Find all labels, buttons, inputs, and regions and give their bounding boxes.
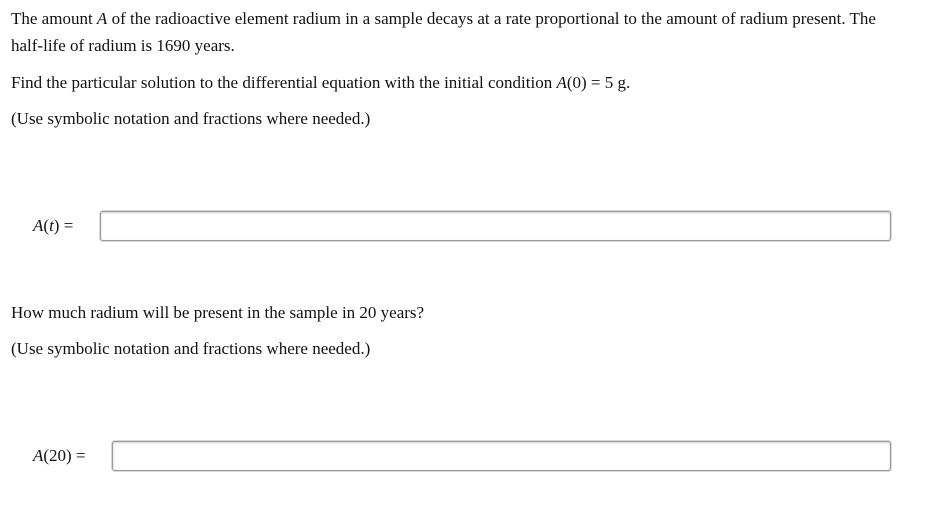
answer-label-2: A(20) = [33,446,86,465]
answer-input-1[interactable] [100,211,891,241]
question-2: How much radium will be present in the sample in 20 years? [11,303,425,322]
answer-row-1 [0,211,933,241]
variable-a: A [96,9,108,28]
answer-label-1: A(t) = [33,216,74,235]
find-instruction: Find the particular solution to the differential equation with the initial condition A(0) = 5 g. [11,73,631,92]
problem-text-line-1: The amount A of the radioactive element radium in a sample decays at a rate proportional to the amount of radium present. The [11,9,876,28]
answer-input-2[interactable] [112,441,891,471]
notation-note-1: (Use symbolic notation and fractions where needed.) [11,109,371,128]
notation-note-2: (Use symbolic notation and fractions where needed.) [11,339,371,358]
answer-row-2 [0,441,933,471]
problem-text-line-2: half-life of radium is 1690 years. [11,36,235,55]
